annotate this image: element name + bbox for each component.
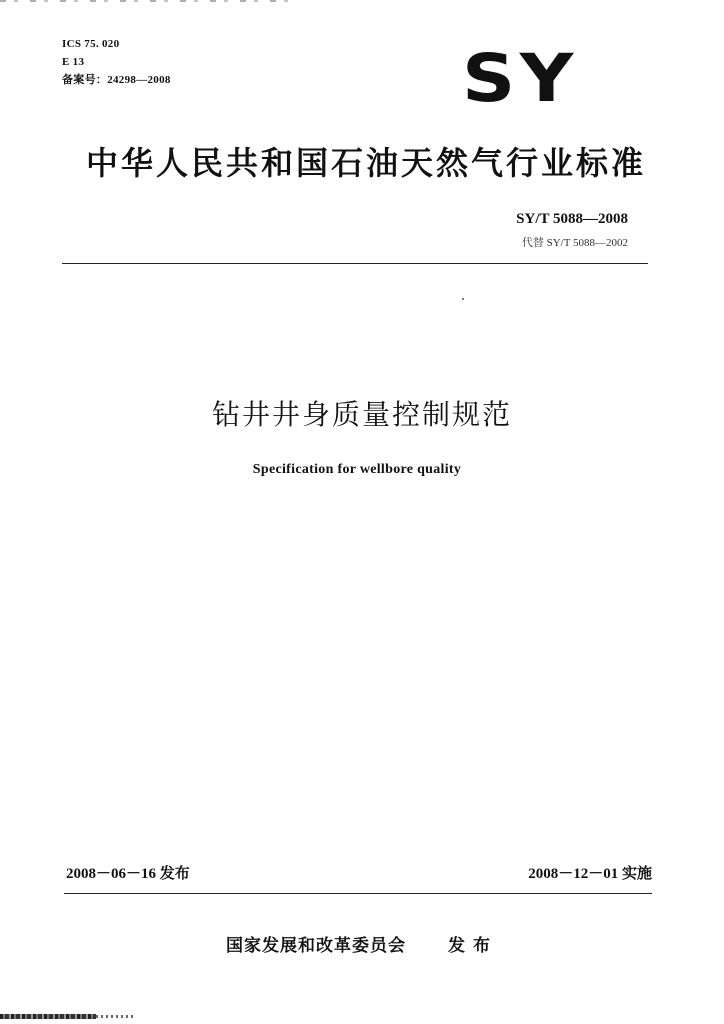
document-title-chinese: 钻井井身质量控制规范 bbox=[211, 398, 512, 431]
ics-code: ICS 75. 020 bbox=[62, 38, 120, 50]
issuing-authority: 国家发展和改革委员会 bbox=[226, 936, 406, 956]
scan-speck bbox=[462, 298, 464, 300]
effective-date: 2008－12－01 实施 bbox=[528, 866, 652, 882]
scan-artifact-bottom bbox=[0, 1014, 96, 1019]
footer-divider bbox=[64, 893, 652, 894]
replaced-standard: 代替 SY/T 5088—2002 bbox=[521, 237, 628, 249]
issue-label: 发布 bbox=[448, 936, 498, 956]
scan-artifact-top bbox=[0, 0, 300, 2]
publish-date: 2008－06－16 发布 bbox=[66, 866, 190, 882]
filing-number: 备案号：24298—2008 bbox=[62, 74, 171, 86]
category-code: E 13 bbox=[62, 56, 85, 68]
document-title-english: Specification for wellbore quality bbox=[252, 462, 462, 477]
industry-standard-headline: 中华人民共和国石油天然气行业标准 bbox=[86, 144, 647, 182]
sy-logo: SY bbox=[462, 40, 578, 117]
standard-code: SY/T 5088—2008 bbox=[516, 211, 628, 227]
scan-artifact-bottom-trail bbox=[96, 1015, 136, 1018]
header-divider bbox=[62, 263, 648, 264]
